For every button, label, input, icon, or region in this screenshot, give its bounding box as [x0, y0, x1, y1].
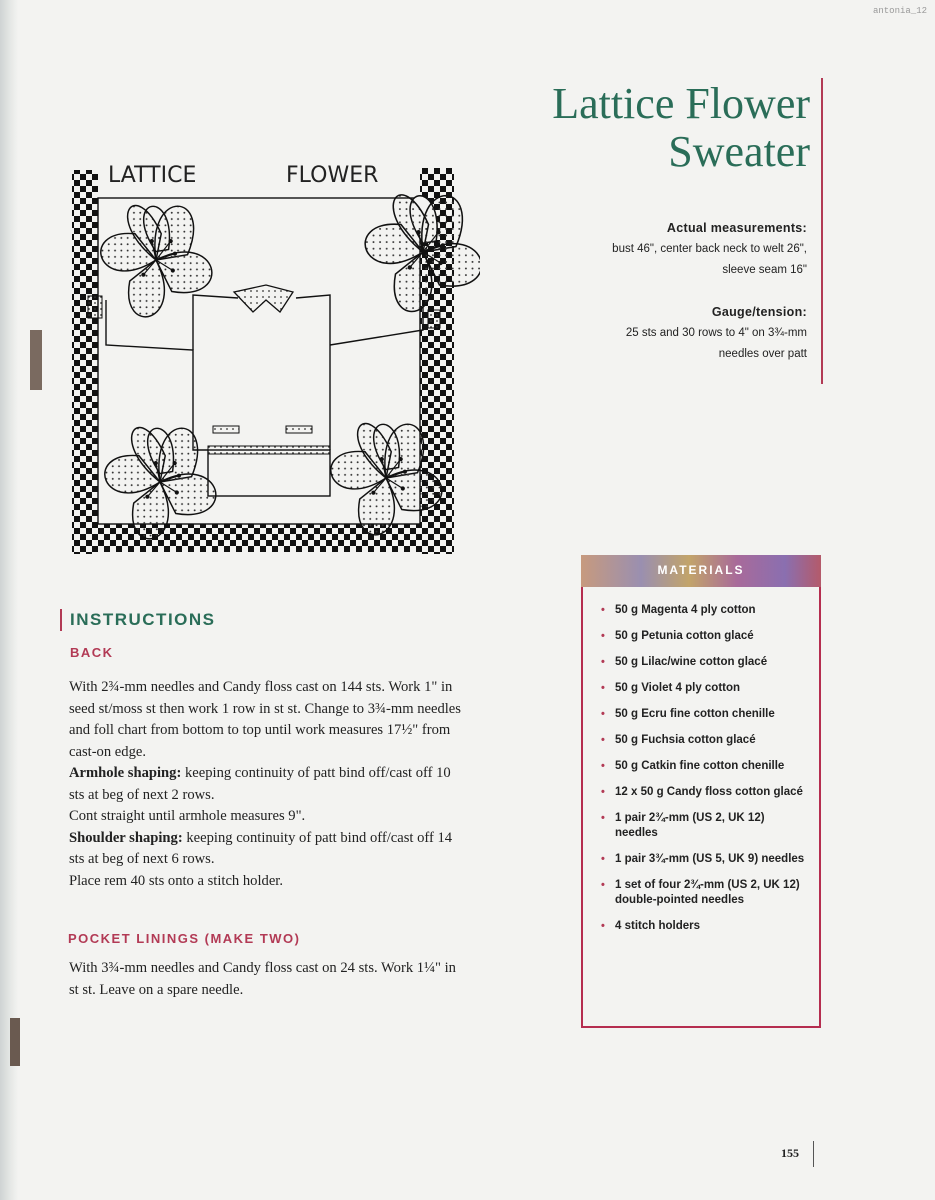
list-item: • 12 x 50 g Candy floss cotton glacé [601, 785, 809, 800]
list-item: • 50 g Petunia cotton glacé [601, 629, 809, 644]
materials-header [581, 555, 821, 587]
list-item: • 1 set of four 2¾-mm (US 2, UK 12) double-pointed needles [601, 878, 809, 908]
measurements-line: bust 46", center back neck to welt 26", [612, 243, 807, 255]
list-item: • 50 g Lilac/wine cotton glacé [601, 655, 809, 670]
page-number: 155 [781, 1146, 799, 1160]
binding-tab [30, 330, 42, 390]
list-item: • 50 g Fuchsia cotton glacé [601, 733, 809, 748]
materials-list [583, 587, 819, 934]
cont-paragraph: Cont straight until armhole measures 9". [69, 808, 306, 824]
shoulder-text: keeping continuity of patt bind off/cast off 14 sts at beg of next 6 rows. [69, 829, 453, 867]
list-item: • 50 g Magenta 4 ply cotton [601, 603, 809, 618]
shoulder-paragraph [69, 828, 469, 871]
armhole-text: keeping continuity of patt bind off/cast off 10 sts at beg of next 2 rows. [69, 765, 451, 803]
measurements-block [527, 218, 807, 365]
pocket-paragraph: With 3¾-mm needles and Candy floss cast on 24 sts. Work 1¼" in st st. Leave on a spare needle. [69, 960, 456, 998]
page-number-rule [813, 1141, 814, 1167]
place-paragraph: Place rem 40 sts onto a stitch holder. [69, 872, 284, 889]
gauge-line: needles over patt [718, 348, 807, 360]
gauge-heading: Gauge/tension: [711, 305, 807, 319]
binding-tab [10, 1018, 20, 1066]
title-line-1: Lattice Flower [552, 79, 810, 128]
list-item: • 50 g Catkin fine cotton chenille [601, 759, 809, 774]
armhole-paragraph [69, 763, 469, 806]
gauge-line: 25 sts and 30 rows to 4" on 3¾-mm [625, 327, 807, 339]
measurements-line: sleeve seam 16" [722, 264, 807, 276]
materials-heading: MATERIALS [657, 563, 745, 577]
instructions-heading: INSTRUCTIONS [70, 610, 216, 629]
caption-left: LATTICE [108, 163, 197, 188]
back-instructions [69, 677, 469, 892]
pocket-heading: POCKET LININGS (MAKE TWO) [68, 931, 301, 946]
armhole-label: Armhole shaping: [69, 765, 182, 781]
instructions-rule [60, 609, 62, 631]
back-heading: BACK [70, 645, 114, 660]
measurements-heading: Actual measurements: [666, 221, 807, 235]
back-paragraph: With 2¾-mm needles and Candy floss cast on 144 sts. Work 1" in seed st/moss st then work 1 row in st st. Change to 3¾-mm needles and foll chart from bottom to top until work measures 17½" from cast-on edge. [69, 679, 461, 760]
pocket-instructions [69, 958, 469, 1001]
list-item: • 50 g Violet 4 ply cotton [601, 681, 809, 696]
shoulder-label: Shoulder shaping: [69, 829, 183, 846]
list-item: • 1 pair 3¾-mm (US 5, UK 9) needles [601, 852, 809, 867]
watermark: antonia_12 [872, 6, 927, 16]
list-item: • 4 stitch holders [601, 919, 809, 934]
page-title [552, 80, 810, 176]
title-line-2: Sweater [668, 127, 810, 176]
list-item: • 50 g Ecru fine cotton chenille [601, 707, 809, 722]
materials-box [581, 555, 821, 1028]
list-item: • 1 pair 2¾-mm (US 2, UK 12) needles [601, 811, 809, 841]
sweater-illustration [68, 150, 480, 558]
caption-right: FLOWER [286, 163, 379, 188]
title-rule [821, 78, 823, 384]
